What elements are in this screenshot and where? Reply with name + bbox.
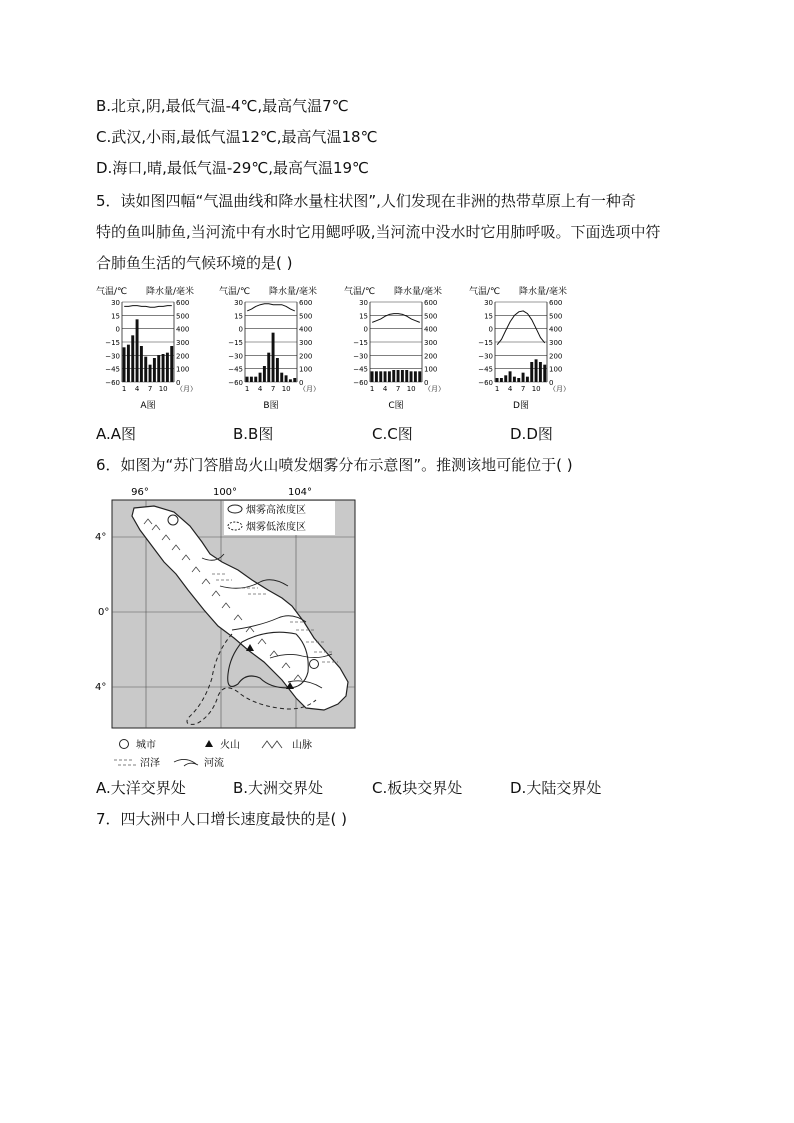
precip-bar (392, 370, 395, 382)
precip-bar (504, 375, 507, 382)
climate-charts (0, 280, 794, 420)
sumatra-map (92, 482, 372, 772)
precip-tick-label: 100 (299, 365, 313, 374)
precip-tick-label: 100 (176, 365, 190, 374)
lon-label-104: 104° (287, 487, 313, 498)
temp-tick-label: 0 (238, 325, 243, 334)
temp-tick-label: 15 (359, 312, 368, 321)
temp-tick-label: −30 (228, 352, 243, 361)
q4-option-b: B.北京,阴,最低气温-4℃,最高气温7℃ (96, 97, 349, 115)
temp-tick-label: −60 (228, 379, 243, 387)
precip-bar (543, 365, 546, 382)
temp-tick-label: 0 (115, 325, 120, 334)
precip-tick-label: 0 (549, 379, 554, 387)
precip-bar (410, 371, 413, 382)
temp-tick-label: 30 (484, 299, 493, 307)
temp-tick-label: −30 (478, 352, 493, 361)
precip-tick-label: 600 (549, 299, 563, 307)
lat-label-4s: 4° (95, 682, 107, 693)
q5-option-c: C.C图 (372, 425, 413, 443)
precip-bar (414, 371, 417, 382)
precip-bar (276, 358, 279, 382)
precip-tick-label: 400 (549, 325, 563, 334)
precip-tick-label: 500 (299, 312, 313, 321)
temp-tick-label: −45 (478, 365, 493, 374)
precip-tick-label: 300 (424, 339, 438, 347)
precip-bar (263, 366, 266, 382)
month-tick-label: 10 (158, 385, 168, 393)
q5-option-d: D.D图 (510, 425, 553, 443)
precip-bar (375, 371, 378, 382)
precip-bar (170, 346, 173, 382)
precip-tick-label: 500 (176, 312, 190, 321)
precip-bar (144, 357, 147, 382)
precip-bar (272, 333, 275, 382)
precip-tick-label: 300 (549, 339, 563, 347)
q5-option-a: A.A图 (96, 425, 137, 443)
precip-tick-label: 200 (549, 352, 563, 361)
precip-bar (522, 373, 525, 382)
temp-tick-label: 15 (234, 312, 243, 321)
lon-label-96: 96° (131, 487, 149, 498)
month-tick-label: 7 (270, 385, 276, 393)
precip-bar (267, 353, 270, 382)
legend-swamp: 沼泽 (140, 758, 160, 769)
q6-stem: 6．如图为“苏门答腊岛火山喷发烟雾分布示意图”。推测该地可能位于( ) (96, 456, 573, 474)
temp-tick-label: −15 (478, 339, 493, 347)
precip-tick-label: 500 (549, 312, 563, 321)
precip-tick-label: 400 (424, 325, 438, 334)
precip-bar (259, 373, 262, 382)
precip-bar (289, 379, 292, 382)
q6-option-a: A.大洋交界处 (96, 779, 186, 797)
lat-label-0: 0° (98, 607, 110, 618)
precip-bar (379, 371, 382, 382)
swamp-legend-icon (114, 760, 136, 765)
temp-tick-label: −45 (228, 365, 243, 374)
q7-stem: 7．四大洲中人口增长速度最快的是( ) (96, 810, 348, 828)
precip-bar (539, 362, 542, 382)
q4-option-d: D.海口,晴,最低气温-29℃,最高气温19℃ (96, 159, 369, 177)
mountain-legend-icon (262, 741, 282, 748)
precip-bar (280, 373, 283, 382)
precip-tick-label: 0 (176, 379, 181, 387)
legend-river: 河流 (204, 758, 224, 769)
precip-bar (149, 365, 152, 382)
precip-bar (517, 378, 520, 382)
temp-tick-label: −60 (353, 379, 368, 387)
month-tick-label: 4 (382, 385, 388, 393)
precip-tick-label: 300 (176, 339, 190, 347)
chart-title: A图 (140, 401, 156, 411)
river-legend-icon (174, 759, 198, 766)
q5-stem-line1: 5．读如图四幅“气温曲线和降水量柱状图”,人们发现在非洲的热带草原上有一种奇 (96, 192, 636, 210)
temp-tick-label: 0 (363, 325, 368, 334)
city-marker-north (168, 515, 178, 525)
city-marker-east (310, 660, 319, 669)
temp-tick-label: −60 (105, 379, 120, 387)
month-tick-label: 7 (395, 385, 401, 393)
precip-bar (418, 371, 421, 382)
precip-bar (496, 378, 499, 382)
precip-bar (246, 377, 249, 382)
month-tick-label: 7 (147, 385, 153, 393)
precip-bar (254, 377, 257, 382)
month-tick-label: 1 (244, 385, 250, 393)
precip-bar (500, 378, 503, 382)
precip-bar (513, 377, 516, 382)
month-unit-label: （月） (424, 385, 445, 393)
precip-bar (131, 335, 134, 382)
precip-bar (384, 371, 387, 382)
precip-bar (509, 371, 512, 382)
chart-title: D图 (513, 401, 529, 411)
temp-tick-label: 30 (359, 299, 368, 307)
precip-bar (530, 362, 533, 382)
temp-tick-label: −15 (105, 339, 120, 347)
lat-label-4n: 4° (95, 532, 107, 543)
month-tick-label: 4 (507, 385, 513, 393)
precip-bar (397, 370, 400, 382)
precip-tick-label: 100 (549, 365, 563, 374)
q6-option-b: B.大洲交界处 (233, 779, 324, 797)
legend-high-density: 烟雾高浓度区 (246, 505, 306, 516)
precip-bar (293, 378, 296, 382)
legend-low-density: 烟雾低浓度区 (246, 522, 306, 533)
precip-bar (535, 359, 538, 382)
precip-axis-label: 降水量/毫米 (394, 287, 443, 297)
legend-city: 城市 (136, 740, 156, 751)
legend-volcano: 火山 (220, 740, 240, 751)
temp-axis-label: 气温/℃ (96, 287, 128, 297)
precip-bar (123, 347, 126, 382)
month-unit-label: （月） (299, 385, 320, 393)
precip-tick-label: 400 (299, 325, 313, 334)
precip-tick-label: 600 (424, 299, 438, 307)
temp-tick-label: −45 (353, 365, 368, 374)
precip-bar (140, 346, 143, 382)
precip-tick-label: 200 (299, 352, 313, 361)
precip-tick-label: 200 (176, 352, 190, 361)
precip-axis-label: 降水量/毫米 (269, 287, 318, 297)
precip-bar (285, 375, 288, 382)
q5-stem-line3: 合肺鱼生活的气候环境的是( ) (96, 254, 293, 272)
precip-bar (405, 370, 408, 382)
volcano-legend-icon (205, 740, 213, 747)
precip-bar (153, 358, 156, 382)
month-tick-label: 7 (520, 385, 526, 393)
temp-tick-label: −60 (478, 379, 493, 387)
precip-bar (136, 319, 139, 382)
precip-tick-label: 400 (176, 325, 190, 334)
temp-axis-label: 气温/℃ (219, 287, 251, 297)
month-tick-label: 10 (531, 385, 541, 393)
precip-bar (162, 354, 165, 382)
temp-tick-label: 15 (484, 312, 493, 321)
month-tick-label: 1 (369, 385, 375, 393)
temp-tick-label: −15 (353, 339, 368, 347)
q6-option-c: C.板块交界处 (372, 779, 463, 797)
temp-axis-label: 气温/℃ (344, 287, 376, 297)
precip-bar (250, 377, 253, 382)
precip-bar (371, 371, 374, 382)
precip-tick-label: 200 (424, 352, 438, 361)
temp-tick-label: 15 (111, 312, 120, 321)
precip-tick-label: 600 (299, 299, 313, 307)
precip-axis-label: 降水量/毫米 (146, 287, 195, 297)
precip-bar (127, 345, 130, 382)
precip-bar (388, 371, 391, 382)
q4-option-c: C.武汉,小雨,最低气温12℃,最高气温18℃ (96, 128, 378, 146)
temp-tick-label: −15 (228, 339, 243, 347)
temp-tick-label: −30 (105, 352, 120, 361)
precip-bar (401, 370, 404, 382)
temp-tick-label: −30 (353, 352, 368, 361)
month-tick-label: 1 (121, 385, 127, 393)
precip-axis-label: 降水量/毫米 (519, 287, 568, 297)
precip-bar (157, 355, 160, 382)
chart-title: C图 (388, 401, 404, 411)
temp-tick-label: 0 (488, 325, 493, 334)
chart-title: B图 (263, 401, 279, 411)
precip-tick-label: 300 (299, 339, 313, 347)
temp-curve (497, 311, 545, 345)
temp-curve (124, 306, 172, 308)
legend-mountain: 山脉 (292, 740, 312, 751)
city-legend-icon (120, 740, 129, 749)
q5-option-b: B.B图 (233, 425, 274, 443)
temp-tick-label: −45 (105, 365, 120, 374)
month-tick-label: 4 (134, 385, 140, 393)
precip-bar (166, 353, 169, 382)
temp-curve (247, 304, 295, 311)
precip-tick-label: 500 (424, 312, 438, 321)
precip-tick-label: 0 (299, 379, 304, 387)
lon-label-100: 100° (212, 487, 238, 498)
precip-tick-label: 0 (424, 379, 429, 387)
temp-curve (372, 314, 420, 323)
month-tick-label: 4 (257, 385, 263, 393)
temp-axis-label: 气温/℃ (469, 287, 501, 297)
month-tick-label: 10 (281, 385, 291, 393)
precip-tick-label: 100 (424, 365, 438, 374)
q6-option-d: D.大陆交界处 (510, 779, 602, 797)
precip-tick-label: 600 (176, 299, 190, 307)
temp-tick-label: 30 (111, 299, 120, 307)
q5-stem-line2: 特的鱼叫肺鱼,当河流中有水时它用鳃呼吸,当河流中没水时它用肺呼吸。下面选项中符 (96, 223, 661, 241)
temp-tick-label: 30 (234, 299, 243, 307)
precip-bar (526, 377, 529, 382)
month-unit-label: （月） (549, 385, 570, 393)
month-tick-label: 1 (494, 385, 500, 393)
month-unit-label: （月） (176, 385, 197, 393)
month-tick-label: 10 (406, 385, 416, 393)
